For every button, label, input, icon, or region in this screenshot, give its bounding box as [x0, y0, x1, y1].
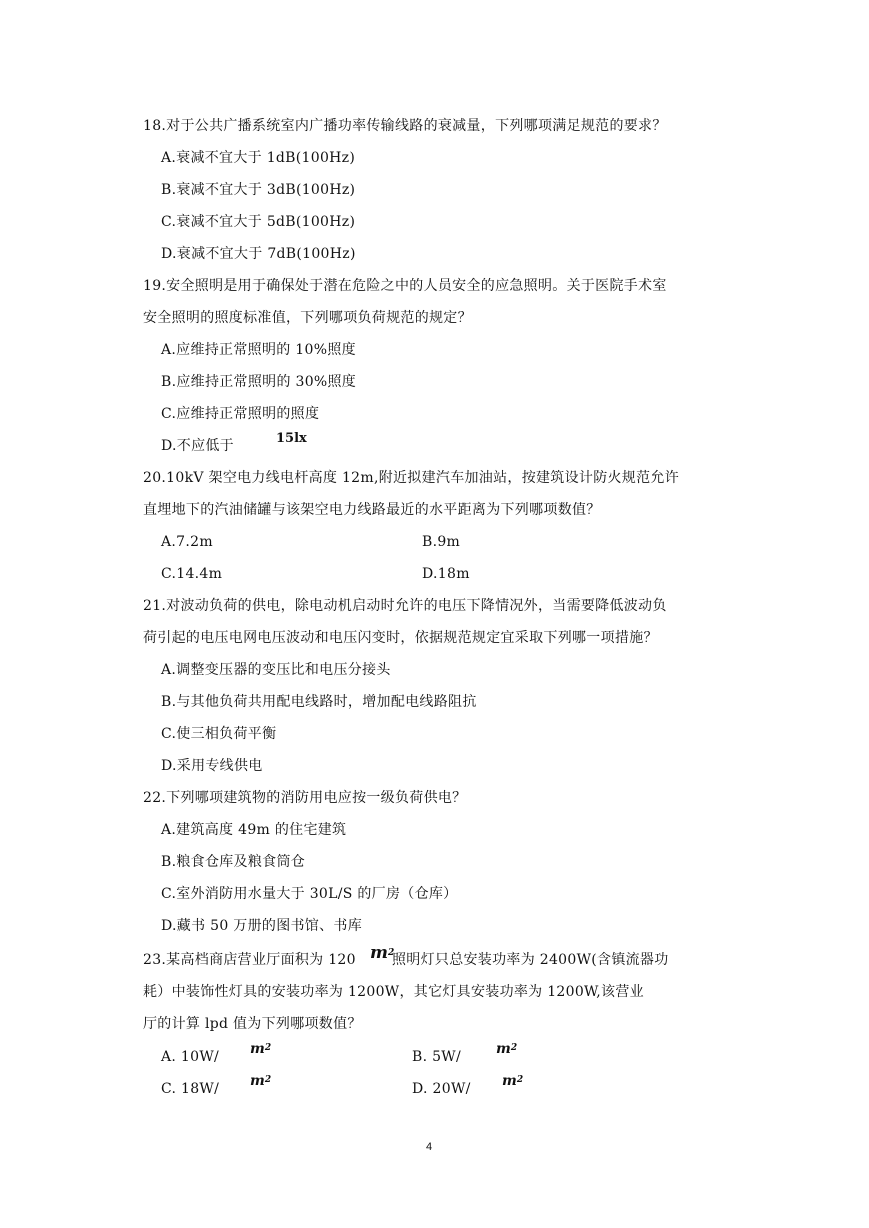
question-20-option-b: B.9m	[422, 534, 461, 550]
question-18-option-b: B.衰减不宜大于 3dB(100Hz)	[161, 182, 356, 198]
question-22-option-a: A.建筑高度 49m 的住宅建筑	[161, 822, 347, 838]
question-22-option-c: C.室外消防用水量大于 30L/S 的厂房（仓库）	[161, 886, 458, 902]
question-23-option-d: D. 20W/	[412, 1081, 471, 1097]
question-20-option-a: A.7.2m	[161, 534, 213, 550]
question-23-stem-line-1b: 照明灯只总安装功率为 2400W(含镇流器功	[392, 952, 669, 968]
question-21-stem-line-2: 荷引起的电压电网电压波动和电压闪变时，依据规范规定宜采取下列哪一项措施？	[143, 630, 658, 646]
question-18-stem: 18.对于公共广播系统室内广播功率传输线路的衰减量，下列哪项满足规范的要求？	[143, 118, 667, 134]
question-22-stem: 22.下列哪项建筑物的消防用电应按一级负荷供电？	[143, 790, 467, 806]
question-19-stem-line-2: 安全照明的照度标准值，下列哪项负荷规范的规定？	[143, 310, 472, 326]
question-23-option-a: A. 10W/	[161, 1049, 220, 1065]
question-23-area-unit: $m^2$	[370, 943, 395, 963]
question-19-option-a: A.应维持正常照明的 10%照度	[161, 342, 356, 358]
question-18-option-a: A.衰减不宜大于 1dB(100Hz)	[161, 150, 356, 166]
question-23-option-b: B. 5W/	[412, 1049, 462, 1065]
question-23-stem-line-2: 耗）中装饰性灯具的安装功率为 1200W，其它灯具安装功率为 1200W,该营业	[143, 984, 644, 1000]
question-23-option-c-unit: $m^2$	[250, 1073, 272, 1089]
question-23-option-b-unit: $m^2$	[496, 1041, 518, 1057]
question-23-stem-line-3: 厅的计算 lpd 值为下列哪项数值？	[143, 1016, 362, 1032]
question-21-option-a: A.调整变压器的变压比和电压分接头	[161, 662, 391, 678]
question-20-stem-line-2: 直埋地下的汽油储罐与该架空电力线路最近的水平距离为下列哪项数值？	[143, 502, 601, 518]
question-19-option-d: D.不应低于	[161, 438, 234, 454]
question-22-option-d: D.藏书 50 万册的图书馆、书库	[161, 918, 362, 934]
question-20-option-c: C.14.4m	[161, 566, 223, 582]
question-23-option-c: C. 18W/	[161, 1081, 220, 1097]
question-18-option-d: D.衰减不宜大于 7dB(100Hz)	[161, 246, 356, 262]
question-19-stem-line-1: 19.安全照明是用于确保处于潜在危险之中的人员安全的应急照明。关于医院手术室	[143, 278, 667, 294]
question-23-option-d-unit: $m^2$	[502, 1073, 524, 1089]
question-21-option-b: B.与其他负荷共用配电线路时，增加配电线路阻抗	[161, 694, 477, 710]
question-23-stem-line-1a: 23.某高档商店营业厅面积为 120	[143, 952, 356, 968]
question-21-option-c: C.使三相负荷平衡	[161, 726, 277, 742]
question-19-option-b: B.应维持正常照明的 30%照度	[161, 374, 357, 390]
question-19-option-c: C.应维持正常照明的照度	[161, 406, 320, 422]
question-23-option-a-unit: $m^2$	[250, 1041, 272, 1057]
question-20-option-d: D.18m	[422, 566, 470, 582]
question-22-option-b: B.粮食仓库及粮食筒仓	[161, 854, 306, 870]
question-18-option-c: C.衰减不宜大于 5dB(100Hz)	[161, 214, 356, 230]
page-number: 4	[426, 1141, 433, 1153]
question-19-option-d-math: 15lx	[276, 431, 307, 446]
question-21-stem-line-1: 21.对波动负荷的供电，除电动机启动时允许的电压下降情况外，当需要降低波动负	[143, 598, 667, 614]
question-21-option-d: D.采用专线供电	[161, 758, 263, 774]
question-20-stem-line-1: 20.10kV 架空电力线电杆高度 12m,附近拟建汽车加油站，按建筑设计防火规范允许	[143, 470, 680, 486]
